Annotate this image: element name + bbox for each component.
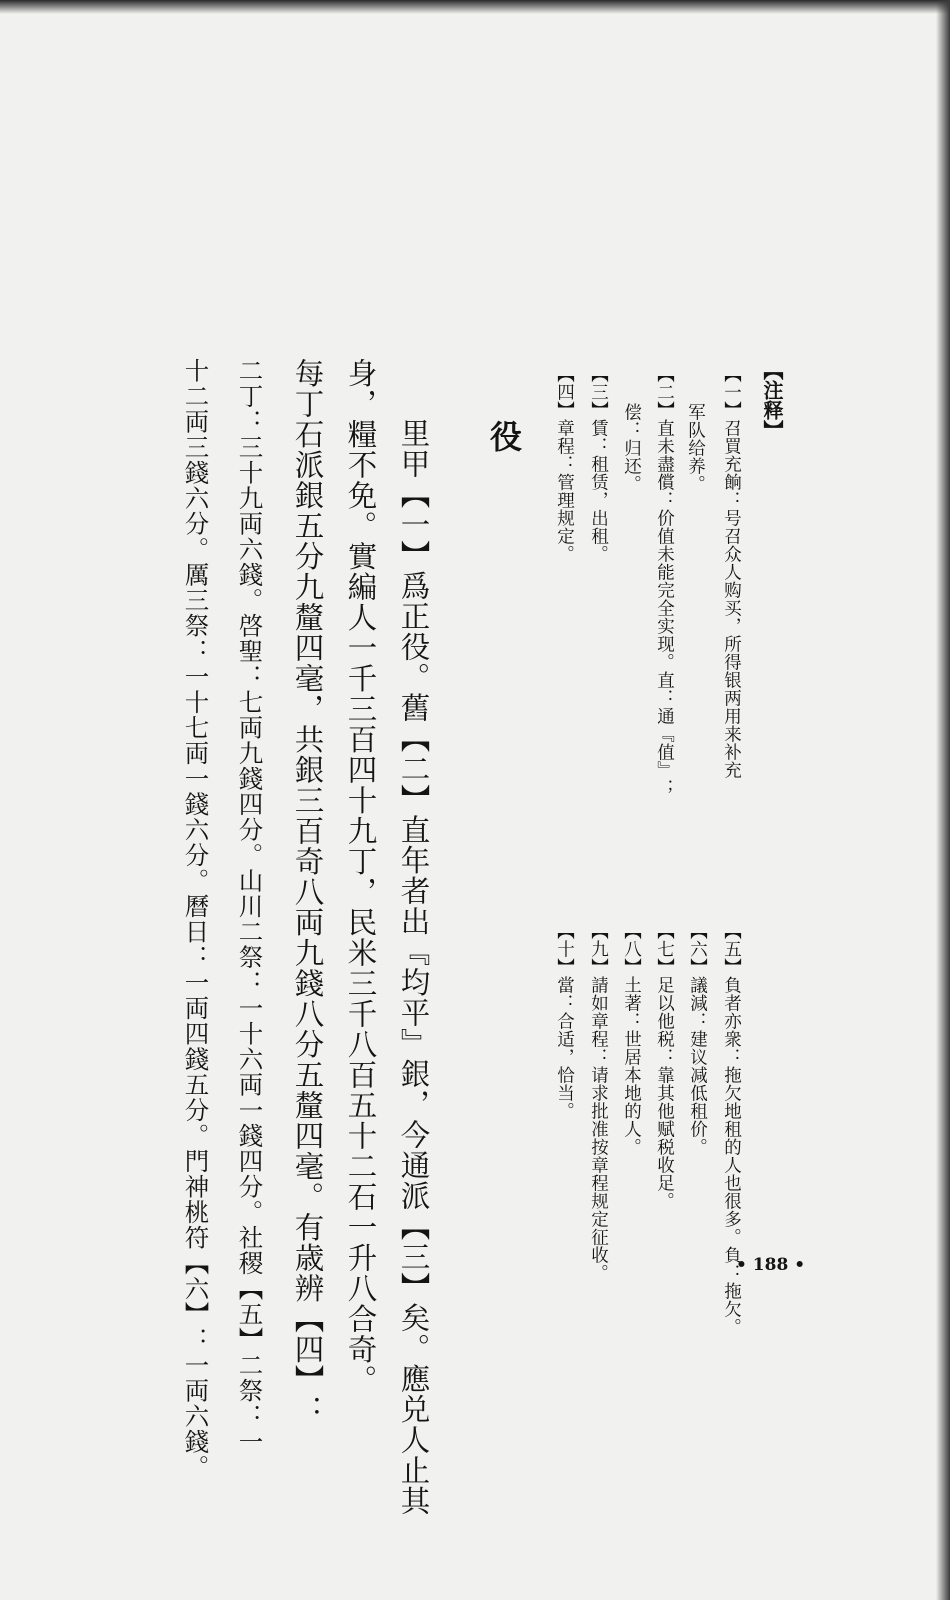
note-4: 【四】章程：管理规定。	[554, 365, 575, 563]
body-line-4: 二丁：三十九両六錢。啓聖：七両九錢四分。山川二祭：一十六両一錢四分。社稷【五】二祭：一	[235, 358, 265, 1455]
scan-shadow-top	[0, 0, 950, 14]
note-2: 【二】直未盡償：价值未能完全实现。直：通『值』；	[654, 365, 675, 797]
body-line-5: 十二両三錢六分。厲三祭：一十七両一錢六分。曆日：一両四錢五分。門神桃符【六】：一両六錢。	[181, 358, 211, 1480]
note-1-cont: 军队给养。	[685, 403, 706, 493]
page-number: • 188 •	[736, 1255, 806, 1275]
note-9: 【九】請如章程：请求批准按章程规定征收。	[588, 922, 609, 1282]
body-line-1: 里甲【一】爲正役。舊【二】直年者出『均平』銀，今通派【三】矣。應兑人止其	[396, 418, 431, 1516]
note-1: 【一】召買充餉：号召众人购买，所得银两用来补充	[721, 365, 742, 779]
note-8: 【八】土著：世居本地的人。	[621, 922, 642, 1156]
notes-heading: 【注释】	[760, 360, 784, 440]
body-line-3: 每丁石派銀五分九釐四毫，共銀三百奇八両九錢八分五釐四毫。有歳辨【四】：	[290, 358, 325, 1426]
note-7: 【七】足以他税：靠其他赋税收足。	[654, 922, 675, 1210]
note-3: 【三】賃：租赁，出租。	[588, 365, 609, 563]
note-2-cont: 偿：归还。	[621, 403, 642, 493]
scan-shadow-right	[936, 0, 950, 1600]
note-6: 【六】議減：建议减低租价。	[687, 922, 708, 1156]
note-10: 【十】當：合适，恰当。	[554, 922, 575, 1120]
section-title: 役	[485, 420, 523, 452]
body-line-2: 身，糧不免。實編人一千三百四十九丁，民米三千八百五十二石一升八合奇。	[343, 358, 378, 1395]
note-5: 【五】負者亦衆：拖欠地租的人也很多。負：拖欠。	[721, 922, 742, 1336]
